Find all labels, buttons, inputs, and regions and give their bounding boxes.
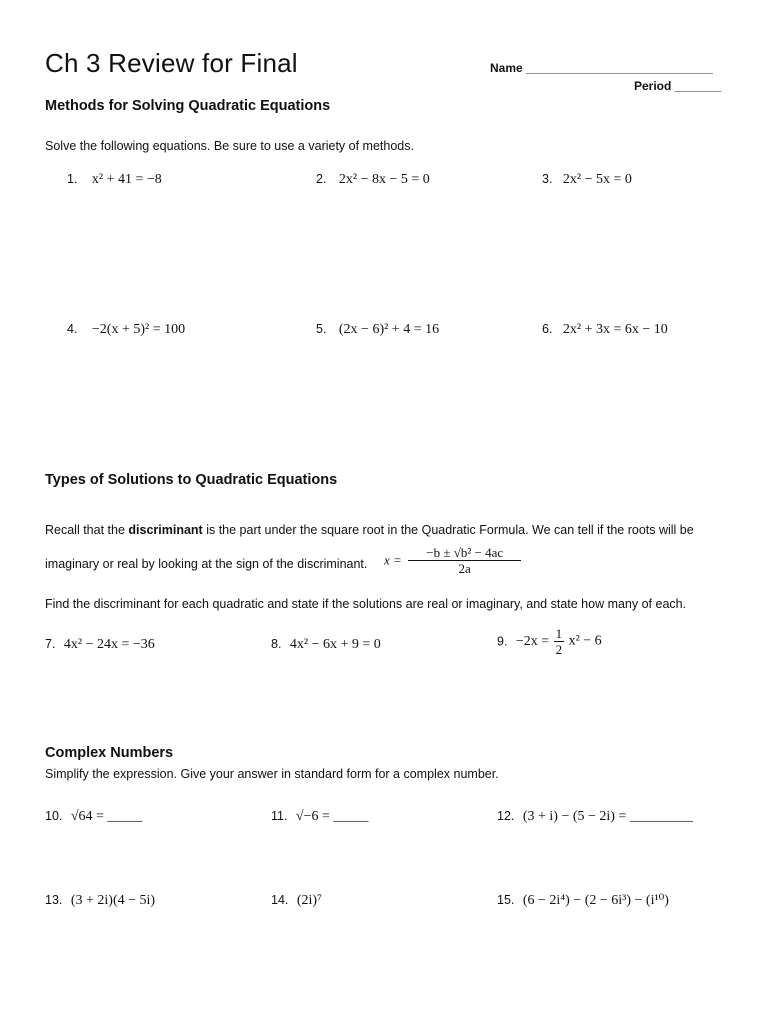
problem-number: 7.	[45, 637, 56, 651]
problem-number: 8.	[271, 637, 282, 651]
problem-15	[497, 891, 669, 909]
problem-4	[67, 320, 185, 338]
problem-number: 9.	[497, 634, 508, 649]
formula-denominator: 2a	[458, 561, 471, 576]
problem-2	[316, 170, 430, 188]
problem-expression: −2(x + 5)² = 100	[91, 322, 186, 337]
problem-expression: x² + 41 = −8	[91, 172, 162, 187]
problem-9	[497, 626, 602, 657]
formula-fraction	[408, 545, 521, 576]
problem-expression: 2x² + 3x = 6x − 10	[562, 322, 668, 337]
problem-expression: √64 = _____	[70, 809, 143, 824]
problem-number: 3.	[542, 172, 553, 186]
section-instructions-types: Find the discriminant for each quadratic and state if the solutions are real or imaginary, and state how many of each.	[45, 597, 687, 611]
discriminant-paragraph	[45, 523, 694, 537]
problem-11	[271, 807, 368, 825]
fraction-numerator: 1	[555, 626, 563, 641]
problem-expression: (3 + 2i)(4 − 5i)	[70, 893, 156, 908]
problem-number: 12.	[497, 809, 515, 823]
problem-number: 10.	[45, 809, 63, 823]
problem-number: 15.	[497, 893, 515, 907]
section-instructions-methods: Solve the following equations. Be sure to use a variety of methods.	[45, 139, 414, 153]
problem-10	[45, 807, 142, 825]
section-heading-complex: Complex Numbers	[45, 745, 174, 761]
problem-fraction	[554, 626, 565, 657]
problem-7	[45, 635, 155, 653]
problem-expression: (2x − 6)² + 4 = 16	[338, 322, 440, 337]
problem-expression-lhs: −2x =	[515, 633, 550, 649]
formula-numerator: −b ± √b² − 4ac	[408, 545, 521, 561]
problem-5	[316, 320, 439, 338]
problem-expression: (6 − 2i⁴) − (2 − 6i³) − (i¹⁰)	[522, 893, 669, 908]
problem-1	[67, 170, 162, 188]
period-field[interactable]: Period _______	[634, 79, 722, 93]
problem-3	[542, 170, 632, 188]
problem-expression: (2i)⁷	[296, 893, 322, 908]
problem-expression: 4x² − 24x = −36	[63, 637, 155, 652]
paragraph-text: Recall that the	[45, 523, 129, 537]
problem-expression: 4x² − 6x + 9 = 0	[289, 637, 381, 652]
discriminant-term: discriminant	[128, 523, 203, 537]
problem-number: 11.	[271, 809, 288, 823]
problem-expression: √−6 = _____	[295, 809, 369, 824]
section-heading-types: Types of Solutions to Quadratic Equations	[45, 472, 338, 488]
problem-14	[271, 891, 322, 909]
fraction-denominator: 2	[555, 642, 563, 657]
problem-number: 13.	[45, 893, 63, 907]
problem-number: 14.	[271, 893, 289, 907]
page-title: Ch 3 Review for Final	[45, 48, 298, 78]
problem-expression-rhs: x² − 6	[568, 633, 602, 649]
problem-number: 6.	[542, 322, 553, 336]
problem-13	[45, 891, 155, 909]
problem-number: 1.	[67, 172, 78, 186]
problem-8	[271, 635, 381, 653]
name-field[interactable]: Name ____________________________	[490, 61, 713, 75]
problem-number: 4.	[67, 322, 78, 336]
section-instructions-complex: Simplify the expression. Give your answer in standard form for a complex number.	[45, 767, 499, 781]
problem-number: 5.	[316, 322, 327, 336]
section-heading-methods: Methods for Solving Quadratic Equations	[45, 98, 331, 114]
paragraph-text: is the part under the square root in the Quadratic Formula. We can tell if the roots will be	[202, 523, 694, 537]
problem-number: 2.	[316, 172, 327, 186]
quadratic-formula	[384, 545, 521, 576]
problem-expression: 2x² − 5x = 0	[562, 172, 632, 187]
problem-6	[542, 320, 668, 338]
problem-expression: 2x² − 8x − 5 = 0	[338, 172, 430, 187]
problem-12	[497, 807, 693, 825]
discriminant-paragraph-line2: imaginary or real by looking at the sign of the discriminant.	[45, 557, 368, 571]
problem-expression: (3 + i) − (5 − 2i) = _________	[522, 809, 693, 824]
formula-lhs: x =	[384, 552, 402, 568]
